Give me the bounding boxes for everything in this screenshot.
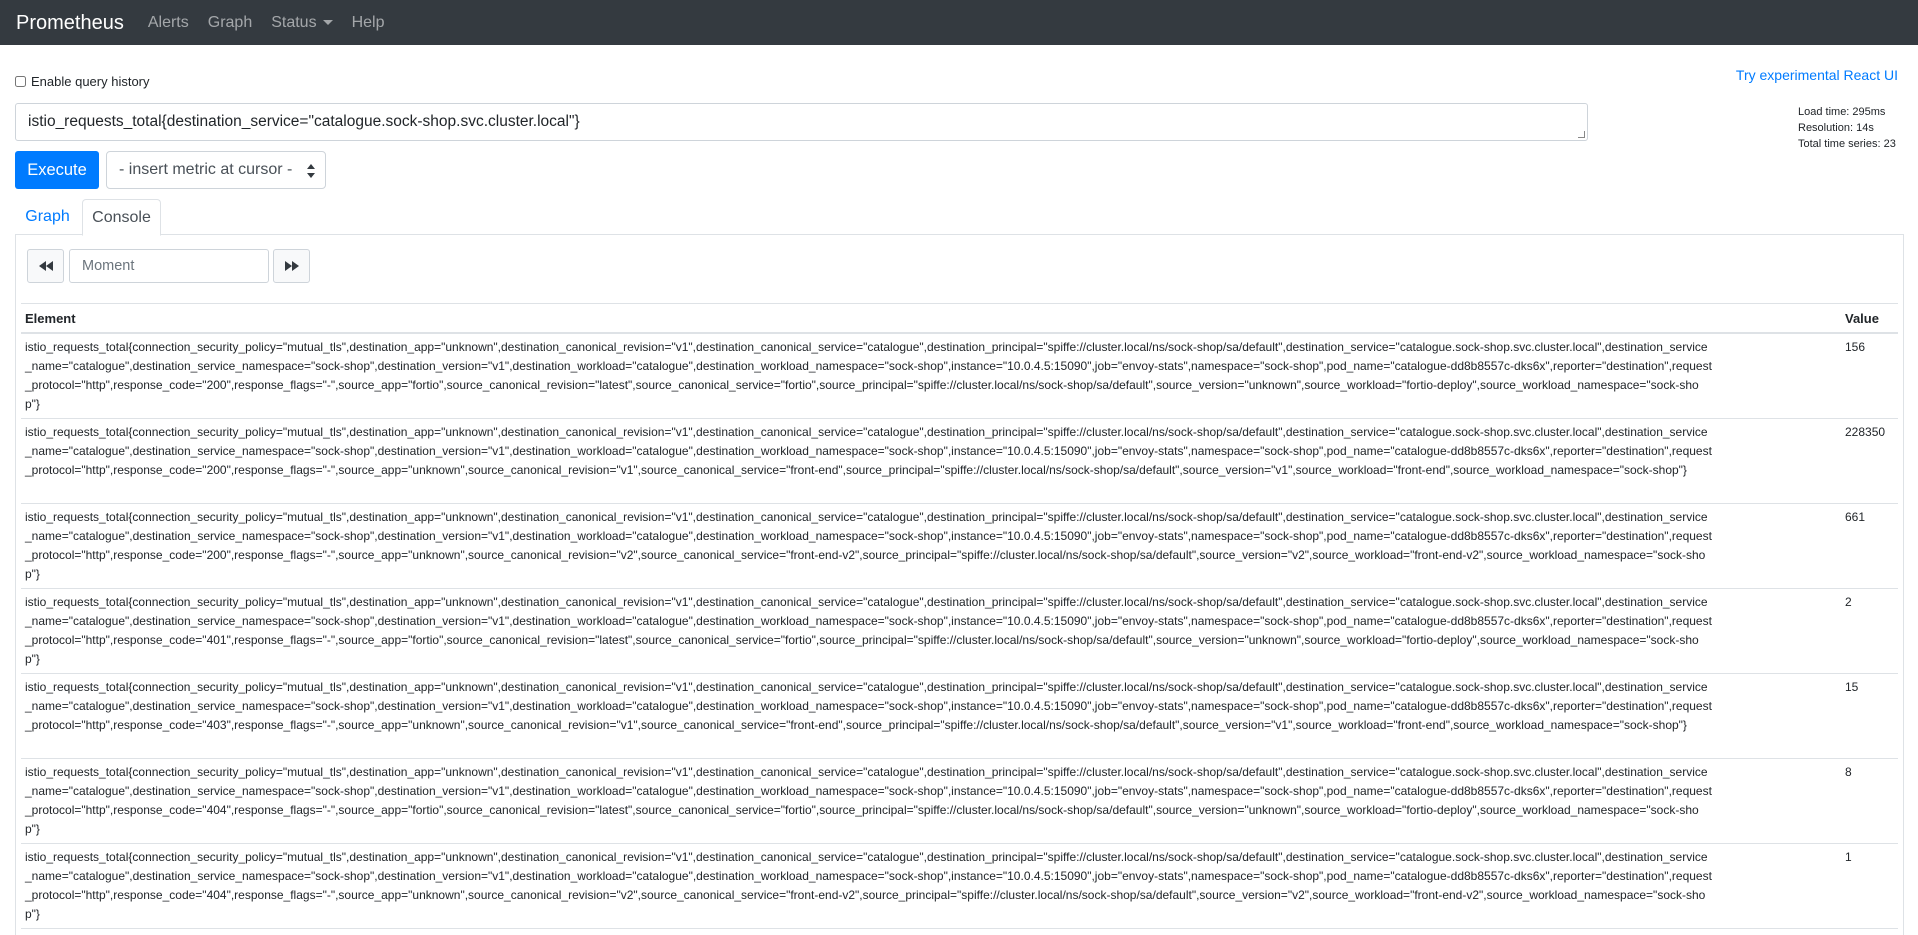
nav-graph[interactable]: Graph [207,13,253,31]
row-value: 156 [1845,340,1866,354]
table-header [21,304,1898,334]
row-element: istio_requests_total{connection_security_policy="mutual_tls",destination_app="unknown",destination_canonical_revision="v1",destination_canonical_service="catalogue",destination_principal="spiffe://cluster.local/ns/sock-shop/sa/default",destination_service="catalogue.sock-shop.svc.cluster.local",destination_service_name="catalogue",destination_service_namespace="sock-shop",destination_version="v1",destination_workload="catalogue",destination_workload_namespace="sock-shop",instance="10.0.4.5:15090",job="envoy-stats",namespace="sock-shop",pod_name="catalogue-dd8b8557c-dks6x",reporter="destination",request_protocol="http",response_code="403",response_flags="-",source_app="unknown",source_canonical_revision="v1",source_canonical_service="front-end",source_principal="spiffe://cluster.local/ns/sock-shop/sa/default",source_version="v1",source_workload="front-end",source_workload_namespace="sock-shop"} [25,680,1712,732]
tab-console[interactable]: Console [82,199,161,236]
brand-link[interactable]: Prometheus [16,11,124,34]
total-time-series: Total time series: 23 [1798,138,1896,150]
fast-forward-icon [285,261,299,271]
query-history-checkbox[interactable] [15,76,26,87]
react-ui-link[interactable]: Try experimental React UI [1735,67,1898,83]
query-history-label: Enable query history [31,74,150,89]
tab-graph[interactable]: Graph [25,208,70,225]
execute-button[interactable]: Execute [15,151,99,189]
row-value: 228350 [1845,425,1886,439]
expression-input[interactable] [15,103,1588,141]
moment-back-button[interactable] [27,249,64,283]
table-row [21,334,1898,419]
load-time: Load time: 295ms [1798,106,1886,118]
insert-metric-select-value: - insert metric at cursor - [119,161,293,178]
nav-status-label: Status [271,13,317,31]
nav-alerts[interactable]: Alerts [147,13,189,31]
row-value: 15 [1845,680,1859,694]
caret-down-icon [323,20,333,25]
row-value: 661 [1845,510,1866,524]
moment-forward-button[interactable] [273,249,310,283]
row-value: 2 [1845,595,1852,609]
nav-status-dropdown[interactable] [271,14,332,32]
header-value: Value [1845,310,1879,326]
nav-help[interactable]: Help [351,13,385,31]
expression-text: istio_requests_total{destination_service="catalogue.sock-shop.svc.cluster.local"} [28,113,580,130]
table-row [21,844,1898,929]
results-table [21,303,1898,929]
insert-metric-select[interactable] [106,151,326,189]
row-element: istio_requests_total{connection_security_policy="mutual_tls",destination_app="unknown",destination_canonical_revision="v1",destination_canonical_service="catalogue",destination_principal="spiffe://cluster.local/ns/sock-shop/sa/default",destination_service="catalogue.sock-shop.svc.cluster.local",destination_service_name="catalogue",destination_service_namespace="sock-shop",destination_version="v1",destination_workload="catalogue",destination_workload_namespace="sock-shop",instance="10.0.4.5:15090",job="envoy-stats",namespace="sock-shop",pod_name="catalogue-dd8b8557c-dks6x",reporter="destination",request_protocol="http",response_code="404",response_flags="-",source_app="fortio",source_canonical_revision="latest",source_canonical_service="fortio",source_principal="spiffe://cluster.local/ns/sock-shop/sa/default",source_version="unknown",source_workload="fortio-deploy",source_workload_namespace="sock-shop"} [25,765,1712,836]
row-element: istio_requests_total{connection_security_policy="mutual_tls",destination_app="unknown",destination_canonical_revision="v1",destination_canonical_service="catalogue",destination_principal="spiffe://cluster.local/ns/sock-shop/sa/default",destination_service="catalogue.sock-shop.svc.cluster.local",destination_service_name="catalogue",destination_service_namespace="sock-shop",destination_version="v1",destination_workload="catalogue",destination_workload_namespace="sock-shop",instance="10.0.4.5:15090",job="envoy-stats",namespace="sock-shop",pod_name="catalogue-dd8b8557c-dks6x",reporter="destination",request_protocol="http",response_code="200",response_flags="-",source_app="fortio",source_canonical_revision="latest",source_canonical_service="fortio",source_principal="spiffe://cluster.local/ns/sock-shop/sa/default",source_version="unknown",source_workload="fortio-deploy",source_workload_namespace="sock-shop"} [25,340,1712,411]
row-element: istio_requests_total{connection_security_policy="mutual_tls",destination_app="unknown",destination_canonical_revision="v1",destination_canonical_service="catalogue",destination_principal="spiffe://cluster.local/ns/sock-shop/sa/default",destination_service="catalogue.sock-shop.svc.cluster.local",destination_service_name="catalogue",destination_service_namespace="sock-shop",destination_version="v1",destination_workload="catalogue",destination_workload_namespace="sock-shop",instance="10.0.4.5:15090",job="envoy-stats",namespace="sock-shop",pod_name="catalogue-dd8b8557c-dks6x",reporter="destination",request_protocol="http",response_code="200",response_flags="-",source_app="unknown",source_canonical_revision="v1",source_canonical_service="front-end",source_principal="spiffe://cluster.local/ns/sock-shop/sa/default",source_version="v1",source_workload="front-end",source_workload_namespace="sock-shop"} [25,425,1712,477]
moment-input[interactable] [69,249,269,283]
row-element: istio_requests_total{connection_security_policy="mutual_tls",destination_app="unknown",destination_canonical_revision="v1",destination_canonical_service="catalogue",destination_principal="spiffe://cluster.local/ns/sock-shop/sa/default",destination_service="catalogue.sock-shop.svc.cluster.local",destination_service_name="catalogue",destination_service_namespace="sock-shop",destination_version="v1",destination_workload="catalogue",destination_workload_namespace="sock-shop",instance="10.0.4.5:15090",job="envoy-stats",namespace="sock-shop",pod_name="catalogue-dd8b8557c-dks6x",reporter="destination",request_protocol="http",response_code="404",response_flags="-",source_app="unknown",source_canonical_revision="v2",source_canonical_service="front-end-v2",source_principal="spiffe://cluster.local/ns/sock-shop/sa/default",source_version="v2",source_workload="front-end-v2",source_workload_namespace="sock-shop"} [25,850,1712,921]
query-history-toggle[interactable] [15,74,150,89]
row-element: istio_requests_total{connection_security_policy="mutual_tls",destination_app="unknown",destination_canonical_revision="v1",destination_canonical_service="catalogue",destination_principal="spiffe://cluster.local/ns/sock-shop/sa/default",destination_service="catalogue.sock-shop.svc.cluster.local",destination_service_name="catalogue",destination_service_namespace="sock-shop",destination_version="v1",destination_workload="catalogue",destination_workload_namespace="sock-shop",instance="10.0.4.5:15090",job="envoy-stats",namespace="sock-shop",pod_name="catalogue-dd8b8557c-dks6x",reporter="destination",request_protocol="http",response_code="401",response_flags="-",source_app="fortio",source_canonical_revision="latest",source_canonical_service="fortio",source_principal="spiffe://cluster.local/ns/sock-shop/sa/default",source_version="unknown",source_workload="fortio-deploy",source_workload_namespace="sock-shop"} [25,595,1712,666]
row-value: 8 [1845,765,1852,779]
view-tabs [15,199,1904,235]
query-stats [1798,104,1896,152]
row-value: 1 [1845,850,1852,864]
resize-handle-icon[interactable] [1578,131,1585,138]
navbar [0,0,1918,45]
header-element: Element [25,310,76,326]
fast-backward-icon [39,261,53,271]
select-arrows-icon [307,164,315,178]
row-element: istio_requests_total{connection_security_policy="mutual_tls",destination_app="unknown",destination_canonical_revision="v1",destination_canonical_service="catalogue",destination_principal="spiffe://cluster.local/ns/sock-shop/sa/default",destination_service="catalogue.sock-shop.svc.cluster.local",destination_service_name="catalogue",destination_service_namespace="sock-shop",destination_version="v1",destination_workload="catalogue",destination_workload_namespace="sock-shop",instance="10.0.4.5:15090",job="envoy-stats",namespace="sock-shop",pod_name="catalogue-dd8b8557c-dks6x",reporter="destination",request_protocol="http",response_code="200",response_flags="-",source_app="unknown",source_canonical_revision="v2",source_canonical_service="front-end-v2",source_principal="spiffe://cluster.local/ns/sock-shop/sa/default",source_version="v2",source_workload="front-end-v2",source_workload_namespace="sock-shop"} [25,510,1712,581]
table-row [21,759,1898,844]
table-row [21,419,1898,504]
table-row [21,504,1898,589]
table-row [21,589,1898,674]
resolution: Resolution: 14s [1798,122,1874,134]
table-row [21,674,1898,759]
